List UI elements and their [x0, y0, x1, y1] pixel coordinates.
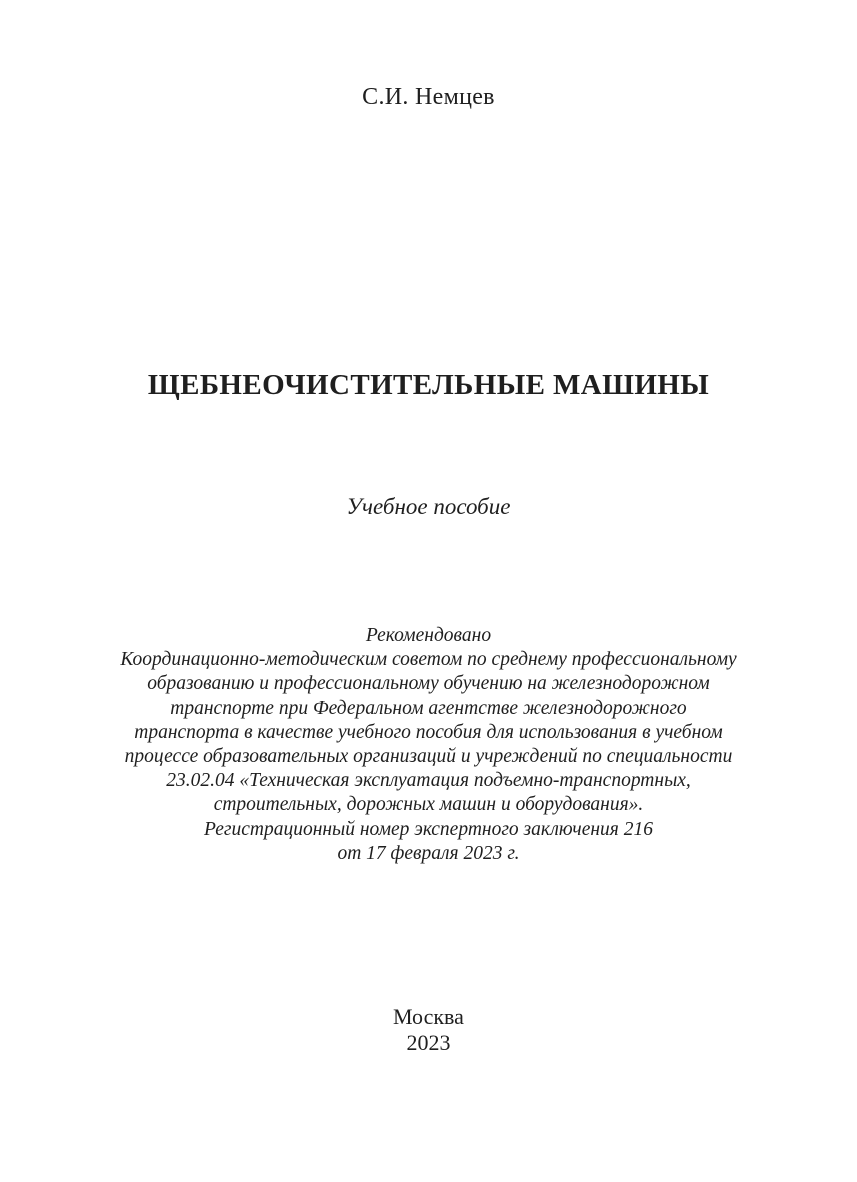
imprint-block [0, 1004, 857, 1056]
imprint-year: 2023 [406, 1030, 451, 1055]
recommendation-line: Регистрационный номер экспертного заключения 216 [204, 818, 653, 840]
book-title: ЩЕБНЕОЧИСТИТЕЛЬНЫЕ МАШИНЫ [147, 369, 710, 401]
recommendation-line: транспорте при Федеральном агентстве железнодорожного [170, 697, 687, 719]
author-name: С.И. Немцев [362, 84, 495, 110]
recommendation-line: Координационно-методическим советом по среднему профессиональному [120, 649, 737, 671]
recommendation-line: строительных, дорожных машин и оборудования». [213, 794, 644, 816]
book-subtitle: Учебное пособие [346, 494, 511, 519]
recommendation-line: Рекомендовано [365, 625, 492, 646]
recommendation-line: 23.02.04 «Техническая эксплуатация подъемно-транспортных, [166, 770, 691, 792]
recommendation-block [0, 624, 857, 866]
imprint-city: Москва [393, 1004, 464, 1029]
recommendation-line: процессе образовательных организаций и учреждений по специальности [124, 746, 733, 768]
recommendation-line: от 17 февраля 2023 г. [337, 842, 520, 864]
recommendation-line: образованию и профессиональному обучению на железнодорожном [147, 673, 710, 695]
recommendation-line: транспорта в качестве учебного пособия для использования в учебном [134, 721, 723, 743]
